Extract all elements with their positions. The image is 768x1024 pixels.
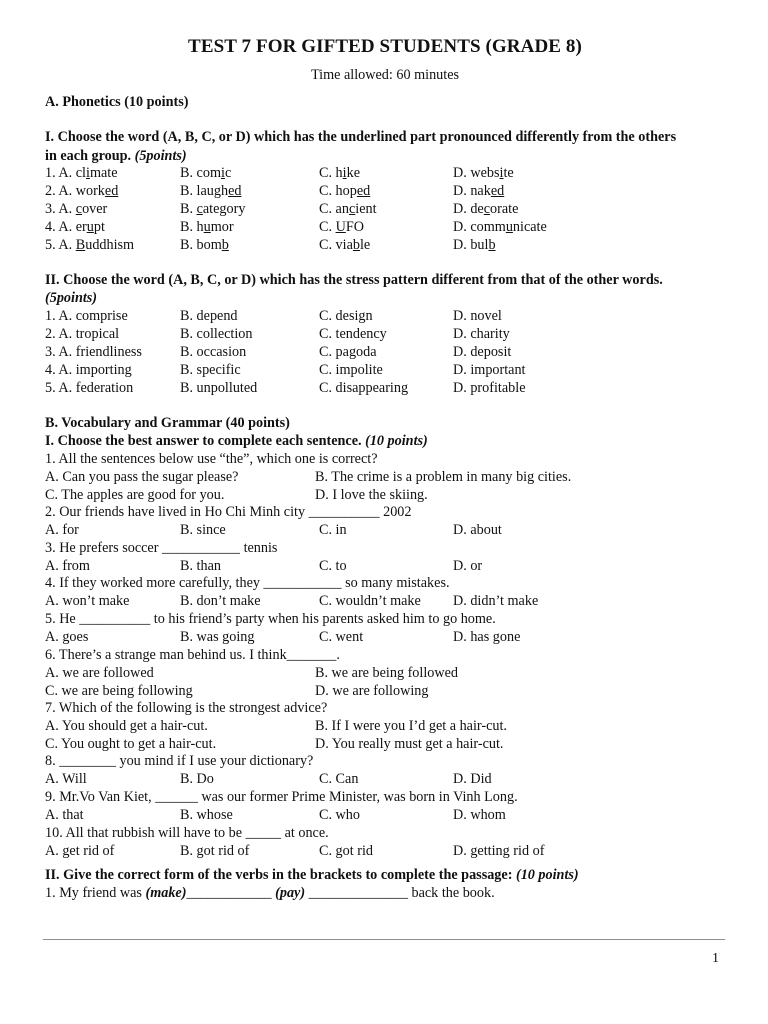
option-c: C. Can <box>319 771 359 787</box>
phonetics-row <box>45 200 735 218</box>
option-c: C. went <box>319 629 364 645</box>
option-c: C. pagoda <box>319 344 377 360</box>
option-d: D. deposit <box>453 344 512 360</box>
options-row <box>45 717 735 735</box>
option-d: D. about <box>453 522 502 538</box>
option-b: B. If I were you I’d get a hair-cut. <box>315 718 507 734</box>
option-d: D. You really must get a hair-cut. <box>315 736 504 752</box>
option-b: B. category <box>180 201 246 217</box>
option-c: C. we are being following <box>45 683 193 699</box>
option-d: D. communicate <box>453 219 547 235</box>
option-d: D. didn’t make <box>453 593 539 609</box>
option-a: 4. A. erupt <box>45 219 105 235</box>
section-b-part1-heading: I. Choose the best answer to complete each sentence. (10 points) <box>45 433 428 449</box>
option-d: D. charity <box>453 326 510 342</box>
option-d: D. Did <box>453 771 492 787</box>
options-row <box>45 557 735 575</box>
option-d: D. has gone <box>453 629 521 645</box>
option-a: A. Can you pass the sugar please? <box>45 469 239 485</box>
option-b: B. collection <box>180 326 253 342</box>
option-c: C. You ought to get a hair-cut. <box>45 736 217 752</box>
section-b-heading: B. Vocabulary and Grammar (40 points) <box>45 415 290 431</box>
option-b: B. unpolluted <box>180 380 258 396</box>
option-c: C. UFO <box>319 219 364 235</box>
question-stem: 6. There’s a strange man behind us. I think_______. <box>45 647 340 663</box>
option-a: 1. A. comprise <box>45 308 128 324</box>
section-a-part1-heading-cont: in each group. (5points) <box>45 148 187 164</box>
options-row <box>45 468 735 486</box>
option-a: A. goes <box>45 629 89 645</box>
question-stem: 10. All that rubbish will have to be _____ at once. <box>45 825 329 841</box>
footer-divider <box>43 939 725 940</box>
option-a: 2. A. worked <box>45 183 119 199</box>
question-stem: 2. Our friends have lived in Ho Chi Minh city __________ 2002 <box>45 504 412 520</box>
option-b: B. whose <box>180 807 233 823</box>
question-stem: 9. Mr.Vo Van Kiet, ______ was our former Prime Minister, was born in Vinh Long. <box>45 789 518 805</box>
question-stem: 1. All the sentences below use “the”, which one is correct? <box>45 451 378 467</box>
option-a: A. that <box>45 807 84 823</box>
option-b: B. Do <box>180 771 214 787</box>
option-b: B. was going <box>180 629 255 645</box>
option-c: C. ancient <box>319 201 377 217</box>
option-a: 3. A. friendliness <box>45 344 142 360</box>
option-d: D. important <box>453 362 526 378</box>
options-row <box>45 592 735 610</box>
stress-row <box>45 379 735 397</box>
option-c: C. disappearing <box>319 380 409 396</box>
option-c: C. tendency <box>319 326 387 342</box>
option-d: D. I love the skiing. <box>315 487 428 503</box>
verb-form-question-1: 1. My friend was (make)____________ (pay) ______________ back the book. <box>45 885 495 901</box>
option-a: A. You should get a hair-cut. <box>45 718 208 734</box>
option-d: D. we are following <box>315 683 429 699</box>
option-c: C. impolite <box>319 362 383 378</box>
phonetics-row <box>45 164 735 182</box>
question-stem: 7. Which of the following is the strongest advice? <box>45 700 328 716</box>
options-row <box>45 486 735 504</box>
options-row <box>45 521 735 539</box>
option-b: B. depend <box>180 308 238 324</box>
option-b: B. we are being followed <box>315 665 459 681</box>
option-d: D. website <box>453 165 514 181</box>
stress-row <box>45 307 735 325</box>
option-b: B. comic <box>180 165 232 181</box>
option-b: B. don’t make <box>180 593 261 609</box>
option-b: B. laughed <box>180 183 242 199</box>
option-b: B. bomb <box>180 237 229 253</box>
question-stem: 3. He prefers soccer ___________ tennis <box>45 540 278 556</box>
option-b: B. than <box>180 558 221 574</box>
option-a: A. won’t make <box>45 593 130 609</box>
question-stem: 5. He __________ to his friend’s party when his parents asked him to go home. <box>45 611 496 627</box>
option-a: 4. A. importing <box>45 362 132 378</box>
section-a-heading: A. Phonetics (10 points) <box>45 94 189 110</box>
option-b: B. The crime is a problem in many big cities. <box>315 469 572 485</box>
options-row <box>45 682 735 700</box>
phonetics-row <box>45 236 735 254</box>
option-d: D. whom <box>453 807 506 823</box>
stress-row <box>45 325 735 343</box>
option-c: C. got rid <box>319 843 373 859</box>
option-c: C. viable <box>319 237 371 253</box>
option-a: 1. A. climate <box>45 165 118 181</box>
option-c: C. design <box>319 308 373 324</box>
option-c: C. wouldn’t make <box>319 593 421 609</box>
option-a: A. for <box>45 522 79 538</box>
option-a: A. get rid of <box>45 843 115 859</box>
option-b: B. since <box>180 522 226 538</box>
option-d: D. bulb <box>453 237 496 253</box>
option-a: 3. A. cover <box>45 201 108 217</box>
question-stem: 4. If they worked more carefully, they ___________ so many mistakes. <box>45 575 450 591</box>
page-number: 1 <box>712 951 719 966</box>
stress-row <box>45 361 735 379</box>
option-a: A. Will <box>45 771 87 787</box>
test-title: TEST 7 FOR GIFTED STUDENTS (GRADE 8) <box>188 36 582 57</box>
options-row <box>45 664 735 682</box>
option-c: C. who <box>319 807 360 823</box>
time-allowed: Time allowed: 60 minutes <box>310 67 460 83</box>
option-c: C. hike <box>319 165 361 181</box>
option-c: C. hoped <box>319 183 371 199</box>
option-b: B. got rid of <box>180 843 250 859</box>
option-a: 2. A. tropical <box>45 326 120 342</box>
option-d: D. profitable <box>453 380 526 396</box>
section-a-part2-points: (5points) <box>45 290 98 306</box>
section-a-part2-heading: II. Choose the word (A, B, C, or D) which has the stress pattern different from that of the other words. <box>45 272 663 288</box>
option-a: A. from <box>45 558 90 574</box>
phonetics-row <box>45 182 735 200</box>
option-c: C. in <box>319 522 347 538</box>
option-c: C. The apples are good for you. <box>45 487 225 503</box>
phonetics-row <box>45 218 735 236</box>
question-stem: 8. ________ you mind if I use your dictionary? <box>45 753 314 769</box>
section-b-part2-heading: II. Give the correct form of the verbs in the brackets to complete the passage: (10 points) <box>45 867 579 883</box>
option-c: C. to <box>319 558 347 574</box>
option-b: B. specific <box>180 362 241 378</box>
option-d: D. naked <box>453 183 505 199</box>
options-row <box>45 628 735 646</box>
option-d: D. getting rid of <box>453 843 545 859</box>
option-a: A. we are followed <box>45 665 154 681</box>
option-b: B. humor <box>180 219 234 235</box>
option-a: 5. A. federation <box>45 380 134 396</box>
options-row <box>45 735 735 753</box>
options-row <box>45 806 735 824</box>
options-row <box>45 770 735 788</box>
options-row <box>45 842 735 860</box>
stress-row <box>45 343 735 361</box>
option-d: D. decorate <box>453 201 519 217</box>
option-d: D. novel <box>453 308 502 324</box>
option-d: D. or <box>453 558 483 574</box>
section-a-part1-heading: I. Choose the word (A, B, C, or D) which has the underlined part pronounced differently from the others <box>45 129 677 145</box>
option-b: B. occasion <box>180 344 247 360</box>
option-a: 5. A. Buddhism <box>45 237 135 253</box>
